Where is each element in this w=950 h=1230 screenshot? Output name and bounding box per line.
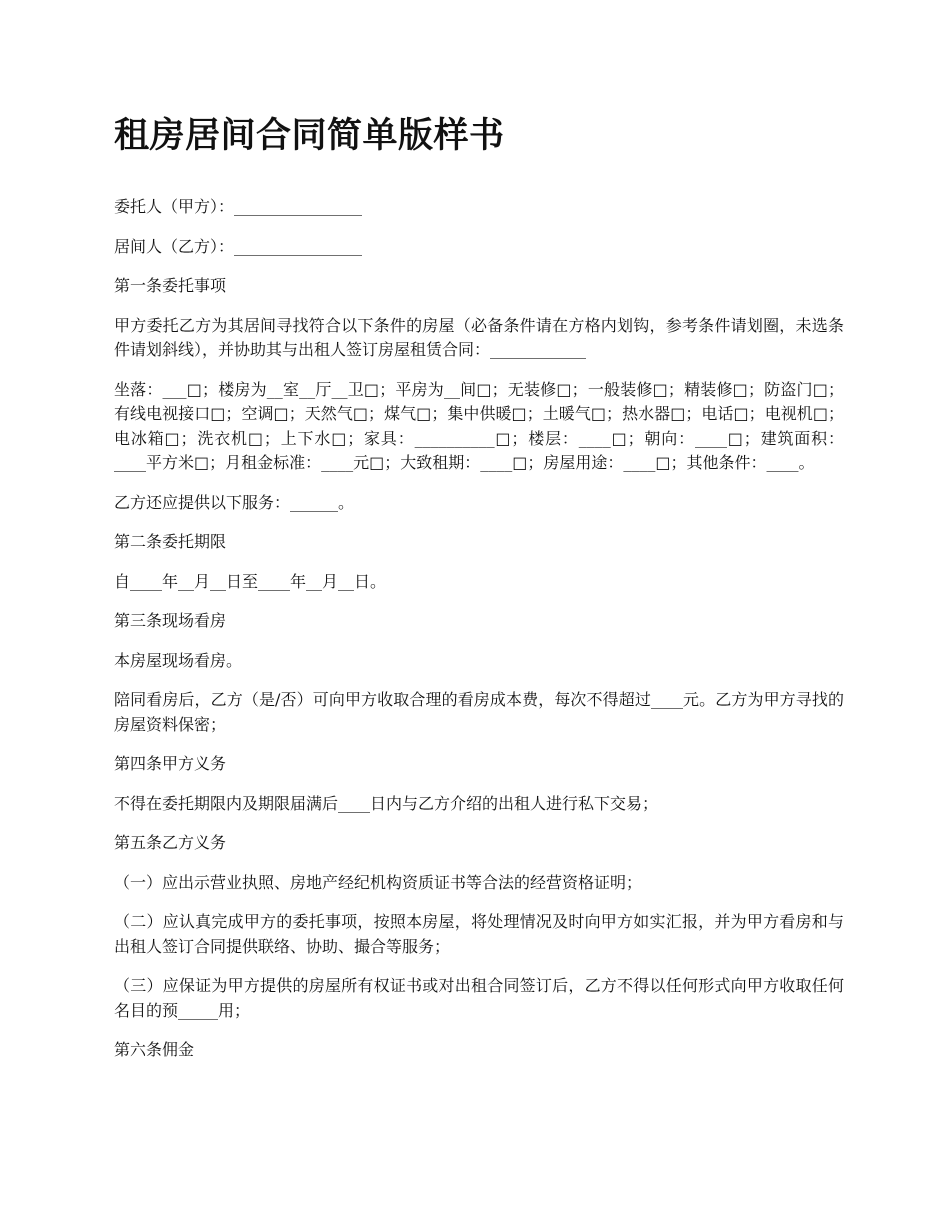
article-6-heading: 第六条佣金 bbox=[114, 1040, 195, 1059]
article-5-heading: 第五条乙方义务 bbox=[114, 833, 227, 852]
document-title: 租房居间合同简单版样书 bbox=[114, 116, 505, 156]
article-1-body: 甲方委托乙方为其居间寻找符合以下条件的房屋（必备条件请在方格内划钩，参考条件请划圈，未选条件请划斜线），并协助其与出租人签订房屋租赁合同：____________ bbox=[114, 315, 844, 359]
article-2-heading: 第二条委托期限 bbox=[114, 532, 227, 551]
article-4-heading: 第四条甲方义务 bbox=[114, 754, 227, 773]
article-3-body-2: 陪同看房后，乙方（是/否）可向甲方收取合理的看房成本费，每次不得超过____元。乙方为甲方寻找的房屋资料保密； bbox=[114, 690, 844, 734]
article-3-heading: 第三条现场看房 bbox=[114, 611, 227, 630]
article-1-heading: 第一条委托事项 bbox=[114, 276, 227, 295]
article-4-body: 不得在委托期限内及期限届满后____日内与乙方介绍的出租人进行私下交易； bbox=[114, 793, 659, 813]
article-2-body: 自____年__月__日至____年__月__日。 bbox=[114, 571, 387, 591]
party-b-line: 居间人（乙方）：________________ bbox=[114, 236, 363, 256]
extra-services: 乙方还应提供以下服务：______。 bbox=[114, 492, 355, 512]
article-3-body-1: 本房屋现场看房。 bbox=[114, 650, 243, 670]
article-5-item-2: （二）应认真完成甲方的委托事项，按照本房屋，将处理情况及时向甲方如实汇报，并为甲方看房和与出租人签订合同提供联络、协助、撮合等服务； bbox=[114, 912, 844, 956]
article-5-item-3: （三）应保证为甲方提供的房屋所有权证书或对出租合同签订后，乙方不得以任何形式向甲方收取任何名目的预_____用； bbox=[114, 976, 844, 1020]
document-page bbox=[114, 108, 844, 1078]
article-5-item-1: （一）应出示营业执照、房地产经纪机构资质证书等合法的经营资格证明； bbox=[114, 872, 643, 892]
house-conditions: 坐落：___□；楼房为__室__厅__卫□；平房为__间□；无装修□；一般装修□；精装修□；防盗门□；有线电视接口□；空调□；天然气□；煤气□；集中供暖□；土暖气□；热水器□；电话□；电视机□；电冰箱□；洗衣机□；上下水□；家具：__________□；楼层：____□；朝向：____□；建筑面积：____平方米□；月租金标准：____元□；大致租期：____□；房屋用途：____□；其他条件：____。 bbox=[114, 379, 844, 472]
party-a-line: 委托人（甲方）：________________ bbox=[114, 197, 363, 216]
